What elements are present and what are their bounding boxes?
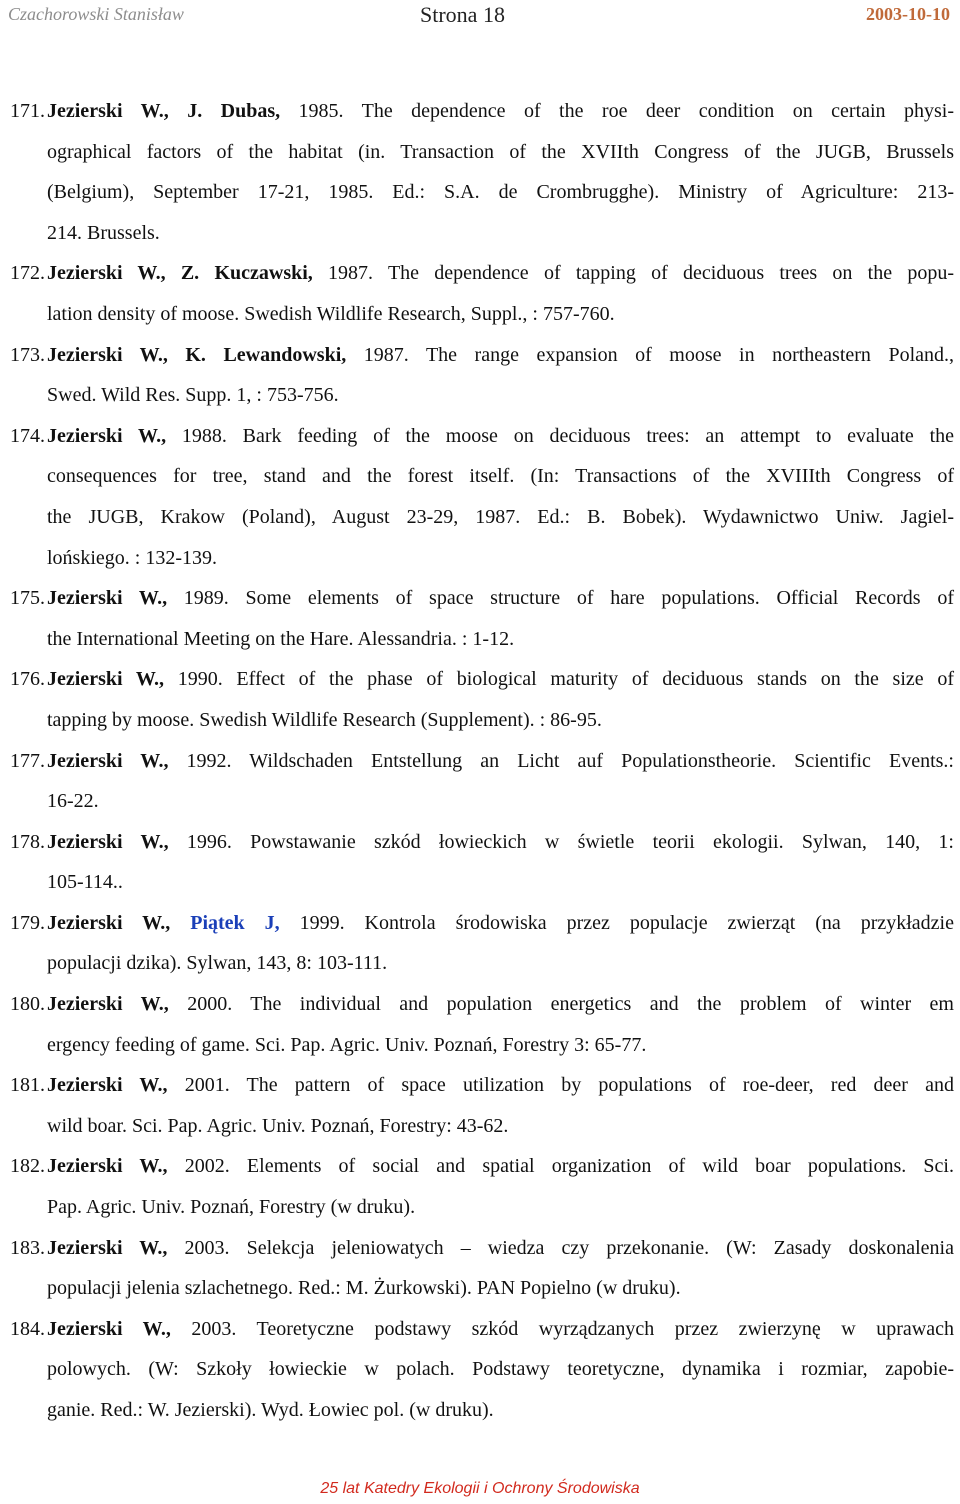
reference-number: 173.: [10, 343, 45, 366]
reference-coauthor-link[interactable]: Piątek J,: [190, 911, 300, 934]
reference-entry: [10, 741, 954, 822]
reference-line: [47, 375, 954, 416]
reference-line: [47, 781, 954, 822]
reference-body: 1988. Bark feeding of the moose on deciduous trees: an attempt to evaluate the: [181, 424, 954, 447]
reference-body: 105-114..: [47, 871, 123, 894]
reference-body: 1990. Effect of the phase of biological maturity of deciduous stands on the size of: [177, 668, 954, 691]
reference-line: [47, 335, 954, 376]
reference-line: [47, 1268, 954, 1309]
reference-body: tapping by moose. Swedish Wildlife Research (Supplement). : 86-95.: [47, 708, 602, 731]
reference-number: 174.: [10, 424, 45, 447]
reference-line: [47, 497, 954, 538]
reference-line: [47, 741, 954, 782]
reference-entry: [10, 1309, 954, 1431]
reference-body: lońskiego. : 132-139.: [47, 546, 217, 569]
reference-body: 2001. The pattern of space utilization by populations of roe-deer, red deer and: [184, 1074, 954, 1097]
reference-number: 179.: [10, 911, 45, 934]
reference-text: [47, 416, 954, 578]
reference-text: [47, 822, 954, 903]
reference-entry: [10, 91, 954, 253]
reference-body: 1996. Powstawanie szkód łowieckich w świetle teorii ekologii. Sylwan, 140, 1:: [186, 830, 954, 853]
reference-text: [47, 1228, 954, 1309]
reference-authors: Jezierski W.,: [47, 1317, 192, 1340]
reference-line: [47, 1106, 954, 1147]
reference-authors: Jezierski W., J. Dubas,: [47, 100, 299, 122]
reference-line: [47, 1228, 954, 1269]
reference-number: 172.: [10, 262, 45, 285]
reference-body: 16-22.: [47, 790, 99, 813]
reference-line: [47, 132, 954, 173]
reference-text: [47, 1146, 954, 1227]
reference-line: [47, 943, 954, 984]
reference-body: 1992. Wildschaden Entstellung an Licht auf Populationstheorie. Scientific Events.:: [186, 749, 954, 772]
reference-text: [47, 578, 954, 659]
reference-entry: [10, 578, 954, 659]
reference-line: [47, 1146, 954, 1187]
reference-line: [47, 538, 954, 579]
reference-line: [47, 1349, 954, 1390]
page-footer: 25 lat Katedry Ekologii i Ochrony Środowiska: [320, 1480, 640, 1497]
reference-number: 183.: [10, 1236, 45, 1259]
reference-text: [47, 903, 954, 984]
reference-text: [47, 91, 954, 253]
reference-body: 1999. Kontrola środowiska przez populacje zwierząt (na przykładzie: [299, 911, 954, 934]
reference-text: [47, 335, 954, 416]
reference-line: [47, 822, 954, 863]
reference-line: [47, 456, 954, 497]
reference-body: polowych. (W: Szkoły łowieckie w polach. Podstawy teoretyczne, dynamika i rozmiar, zapobie-: [47, 1358, 954, 1381]
reference-text: [47, 984, 954, 1065]
reference-body: 1987. The dependence of tapping of deciduous trees on the popu-: [328, 262, 954, 285]
reference-body: lation density of moose. Swedish Wildlife Research, Suppl., : 757-760.: [47, 302, 615, 325]
reference-line: [47, 213, 954, 254]
reference-line: [47, 903, 954, 944]
reference-text: [47, 253, 954, 334]
reference-body: ergency feeding of game. Sci. Pap. Agric. Univ. Poznań, Forestry 3: 65-77.: [47, 1033, 647, 1056]
reference-line: [47, 294, 954, 335]
reference-body: 1987. The range expansion of moose in northeastern Poland.,: [363, 343, 955, 366]
reference-line: [47, 619, 954, 660]
reference-body: consequences for tree, stand and the forest itself. (In: Transactions of the XVIIIth Congress of: [47, 465, 954, 488]
reference-text: [47, 741, 954, 822]
reference-line: [47, 1309, 954, 1350]
reference-body: Pap. Agric. Univ. Poznań, Forestry (w druku).: [47, 1196, 416, 1219]
reference-authors: Jezierski W.,: [47, 1074, 185, 1097]
reference-number: 175.: [10, 587, 45, 610]
reference-line: [47, 862, 954, 903]
reference-body: 2003. Teoretyczne podstawy szkód wyrządzanych przez zwierzynę w uprawach: [191, 1317, 954, 1340]
reference-authors: Jezierski W.,: [47, 1236, 185, 1259]
reference-authors: Jezierski W.,: [47, 587, 184, 610]
page-header: [0, 4, 960, 30]
reference-text: [47, 1065, 954, 1146]
reference-line: [47, 172, 954, 213]
reference-body: wild boar. Sci. Pap. Agric. Univ. Poznań, Forestry: 43-62.: [47, 1114, 509, 1137]
reference-number: 176.: [10, 668, 45, 691]
reference-body: 214. Brussels.: [47, 221, 160, 244]
reference-authors: Jezierski W.,: [47, 424, 182, 447]
reference-body: (Belgium), September 17-21, 1985. Ed.: S.A. de Crombrugghe). Ministry of Agriculture: 213-: [47, 181, 954, 204]
header-author: Czachorowski Stanisław: [8, 4, 184, 24]
reference-authors: Jezierski W.,: [47, 830, 187, 853]
reference-entry: [10, 253, 954, 334]
reference-authors: Jezierski W., Z. Kuczawski,: [47, 262, 329, 285]
reference-authors: Jezierski W.,: [47, 993, 188, 1016]
reference-number: 178.: [10, 830, 45, 853]
reference-number: 181.: [10, 1074, 45, 1097]
reference-number: 180.: [10, 993, 45, 1016]
reference-body: the JUGB, Krakow (Poland), August 23-29, 1987. Ed.: B. Bobek). Wydawnictwo Uniw. Jagiel-: [47, 505, 954, 528]
reference-list: [10, 91, 954, 1431]
reference-number: 184.: [10, 1317, 45, 1340]
reference-line: [47, 1390, 954, 1431]
reference-body: 1989. Some elements of space structure of hare populations. Official Records of: [183, 587, 954, 610]
header-date: 2003-10-10: [866, 4, 950, 24]
reference-text: [47, 659, 954, 740]
reference-body: ographical factors of the habitat (in. Transaction of the XVIIth Congress of the JUGB, Brussels: [47, 140, 954, 163]
reference-authors: Jezierski W.,: [47, 1155, 185, 1178]
reference-line: [47, 1065, 954, 1106]
reference-authors: Jezierski W.,: [47, 749, 187, 772]
reference-entry: [10, 1065, 954, 1146]
reference-entry: [10, 659, 954, 740]
reference-line: [47, 984, 954, 1025]
reference-line: [47, 659, 954, 700]
reference-entry: [10, 416, 954, 578]
reference-entry: [10, 1228, 954, 1309]
reference-authors: Jezierski W., K. Lewandowski,: [47, 343, 364, 366]
reference-entry: [10, 1146, 954, 1227]
reference-body: populacji jelenia szlachetnego. Red.: M. Żurkowski). PAN Popielno (w druku).: [47, 1277, 681, 1300]
reference-body: the International Meeting on the Hare. Alessandria. : 1-12.: [47, 627, 515, 650]
reference-line: [47, 91, 954, 132]
reference-line: [47, 700, 954, 741]
reference-body: 1985. The dependence of the roe deer condition on certain physi-: [298, 100, 954, 122]
reference-body: 2000. The individual and population energetics and the problem of winter em: [187, 993, 954, 1016]
reference-body: 2003. Selekcja jeleniowatych – wiedza czy przekonanie. (W: Zasady doskonalenia: [184, 1236, 954, 1259]
reference-line: [47, 578, 954, 619]
reference-authors: Jezierski W.,: [47, 911, 191, 934]
reference-entry: [10, 903, 954, 984]
reference-line: [47, 416, 954, 457]
header-page-number: Strona 18: [420, 2, 505, 27]
reference-body: 2002. Elements of social and spatial organization of wild boar populations. Sci.: [184, 1155, 954, 1178]
reference-text: [47, 1309, 954, 1431]
reference-number: 171.: [10, 100, 45, 122]
reference-number: 182.: [10, 1155, 45, 1178]
reference-entry: [10, 335, 954, 416]
reference-authors: Jezierski W.,: [47, 668, 178, 691]
reference-body: Swed. Wild Res. Supp. 1, : 753-756.: [47, 384, 339, 407]
reference-line: [47, 1025, 954, 1066]
reference-entry: [10, 822, 954, 903]
reference-body: populacji dzika). Sylwan, 143, 8: 103-111.: [47, 952, 388, 975]
reference-line: [47, 1187, 954, 1228]
reference-body: ganie. Red.: W. Jezierski). Wyd. Łowiec pol. (w druku).: [47, 1399, 494, 1421]
reference-line: [47, 253, 954, 294]
reference-number: 177.: [10, 749, 45, 772]
reference-entry: [10, 984, 954, 1065]
